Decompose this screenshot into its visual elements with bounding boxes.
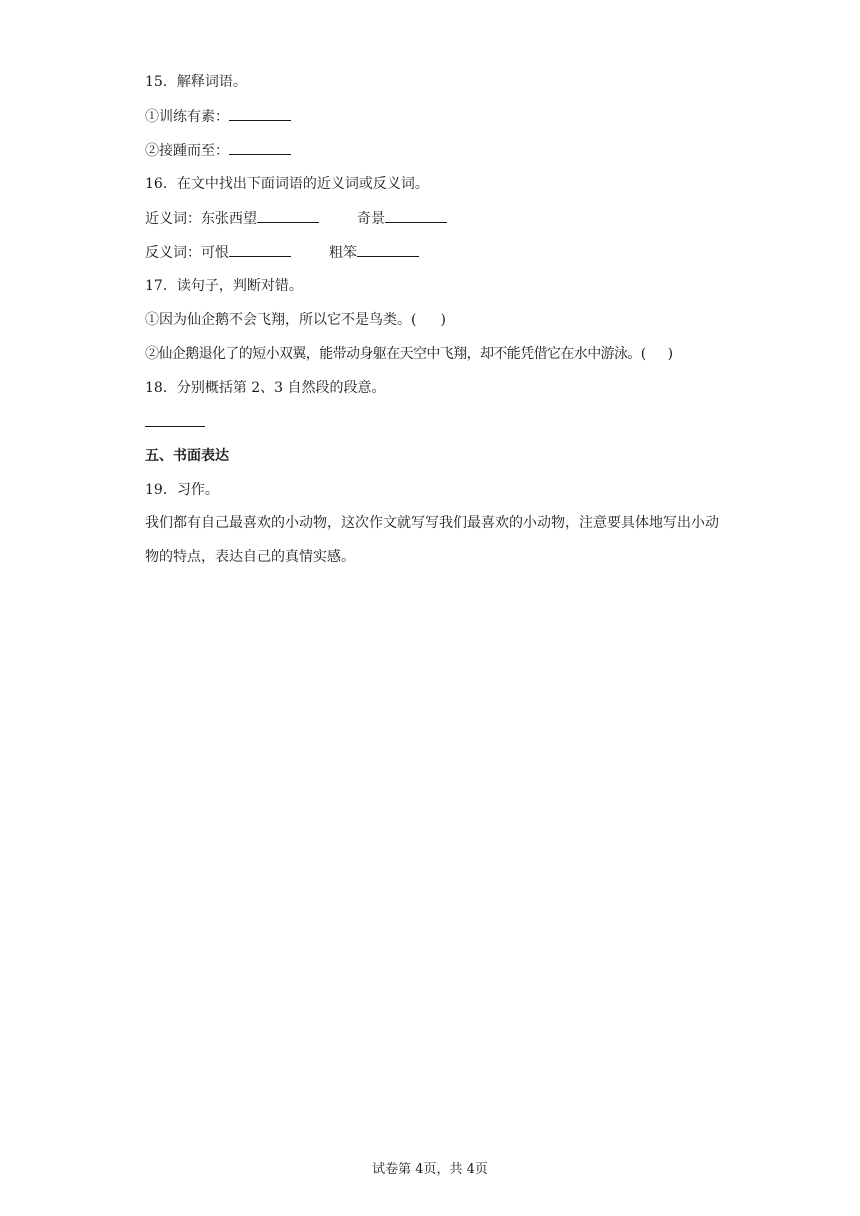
q15-item-1 xyxy=(145,106,291,127)
q16-syn-blank-2[interactable] xyxy=(385,208,447,223)
q16-title: 16．在文中找出下面词语的近义词或反义词。 xyxy=(145,176,429,192)
q17-item-1 xyxy=(145,310,446,330)
q16-syn-label: 近义词： xyxy=(145,211,201,227)
q18-answer-line[interactable] xyxy=(145,426,205,427)
q19-body: 我们都有自己最喜欢的小动物，这次作文就写写我们最喜欢的小动物，注意要具体地写出小动物的特点，表达自己的真情实感。 xyxy=(145,515,719,565)
q18-title: 18．分别概括第 2、3 自然段的段意。 xyxy=(145,380,386,396)
q16-ant-word-1: 可恨 xyxy=(201,245,229,261)
q15-item-1-label: ①训练有素： xyxy=(145,109,229,125)
q16-ant-label: 反义词： xyxy=(145,245,201,261)
q17-item-2 xyxy=(145,344,673,364)
q16-syn-word-1: 东张西望 xyxy=(201,211,257,227)
q15-title: 15．解释词语。 xyxy=(145,74,247,90)
q17-item-1-text: ①因为仙企鹅不会飞翔，所以它不是鸟类。( xyxy=(145,312,417,328)
q17-title: 17．读句子，判断对错。 xyxy=(145,278,303,294)
q15-item-2 xyxy=(145,140,291,161)
q17-item-1-paren-close: ) xyxy=(440,312,446,328)
q16-syn-blank-1[interactable] xyxy=(257,208,319,223)
q15-item-2-blank[interactable] xyxy=(229,140,291,155)
q19-title: 19．习作。 xyxy=(145,482,219,498)
q16-ant-blank-1[interactable] xyxy=(229,242,291,257)
q17-item-2-text: ②仙企鹅退化了的短小双翼，能带动身躯在天空中飞翔，却不能凭借它在水中游泳。( xyxy=(145,346,646,362)
q17-item-2-paren-close: ) xyxy=(667,346,673,362)
q16-synonyms xyxy=(145,208,447,229)
section-5-title: 五、书面表达 xyxy=(145,448,229,464)
q16-syn-word-2: 奇景 xyxy=(357,211,385,227)
q16-antonyms xyxy=(145,242,419,263)
q16-ant-blank-2[interactable] xyxy=(357,242,419,257)
page-footer: 试卷第 4页，共 4页 xyxy=(372,1162,488,1177)
q16-ant-word-2: 粗笨 xyxy=(329,245,357,261)
q15-item-2-label: ②接踵而至： xyxy=(145,143,229,159)
q15-item-1-blank[interactable] xyxy=(229,106,291,121)
